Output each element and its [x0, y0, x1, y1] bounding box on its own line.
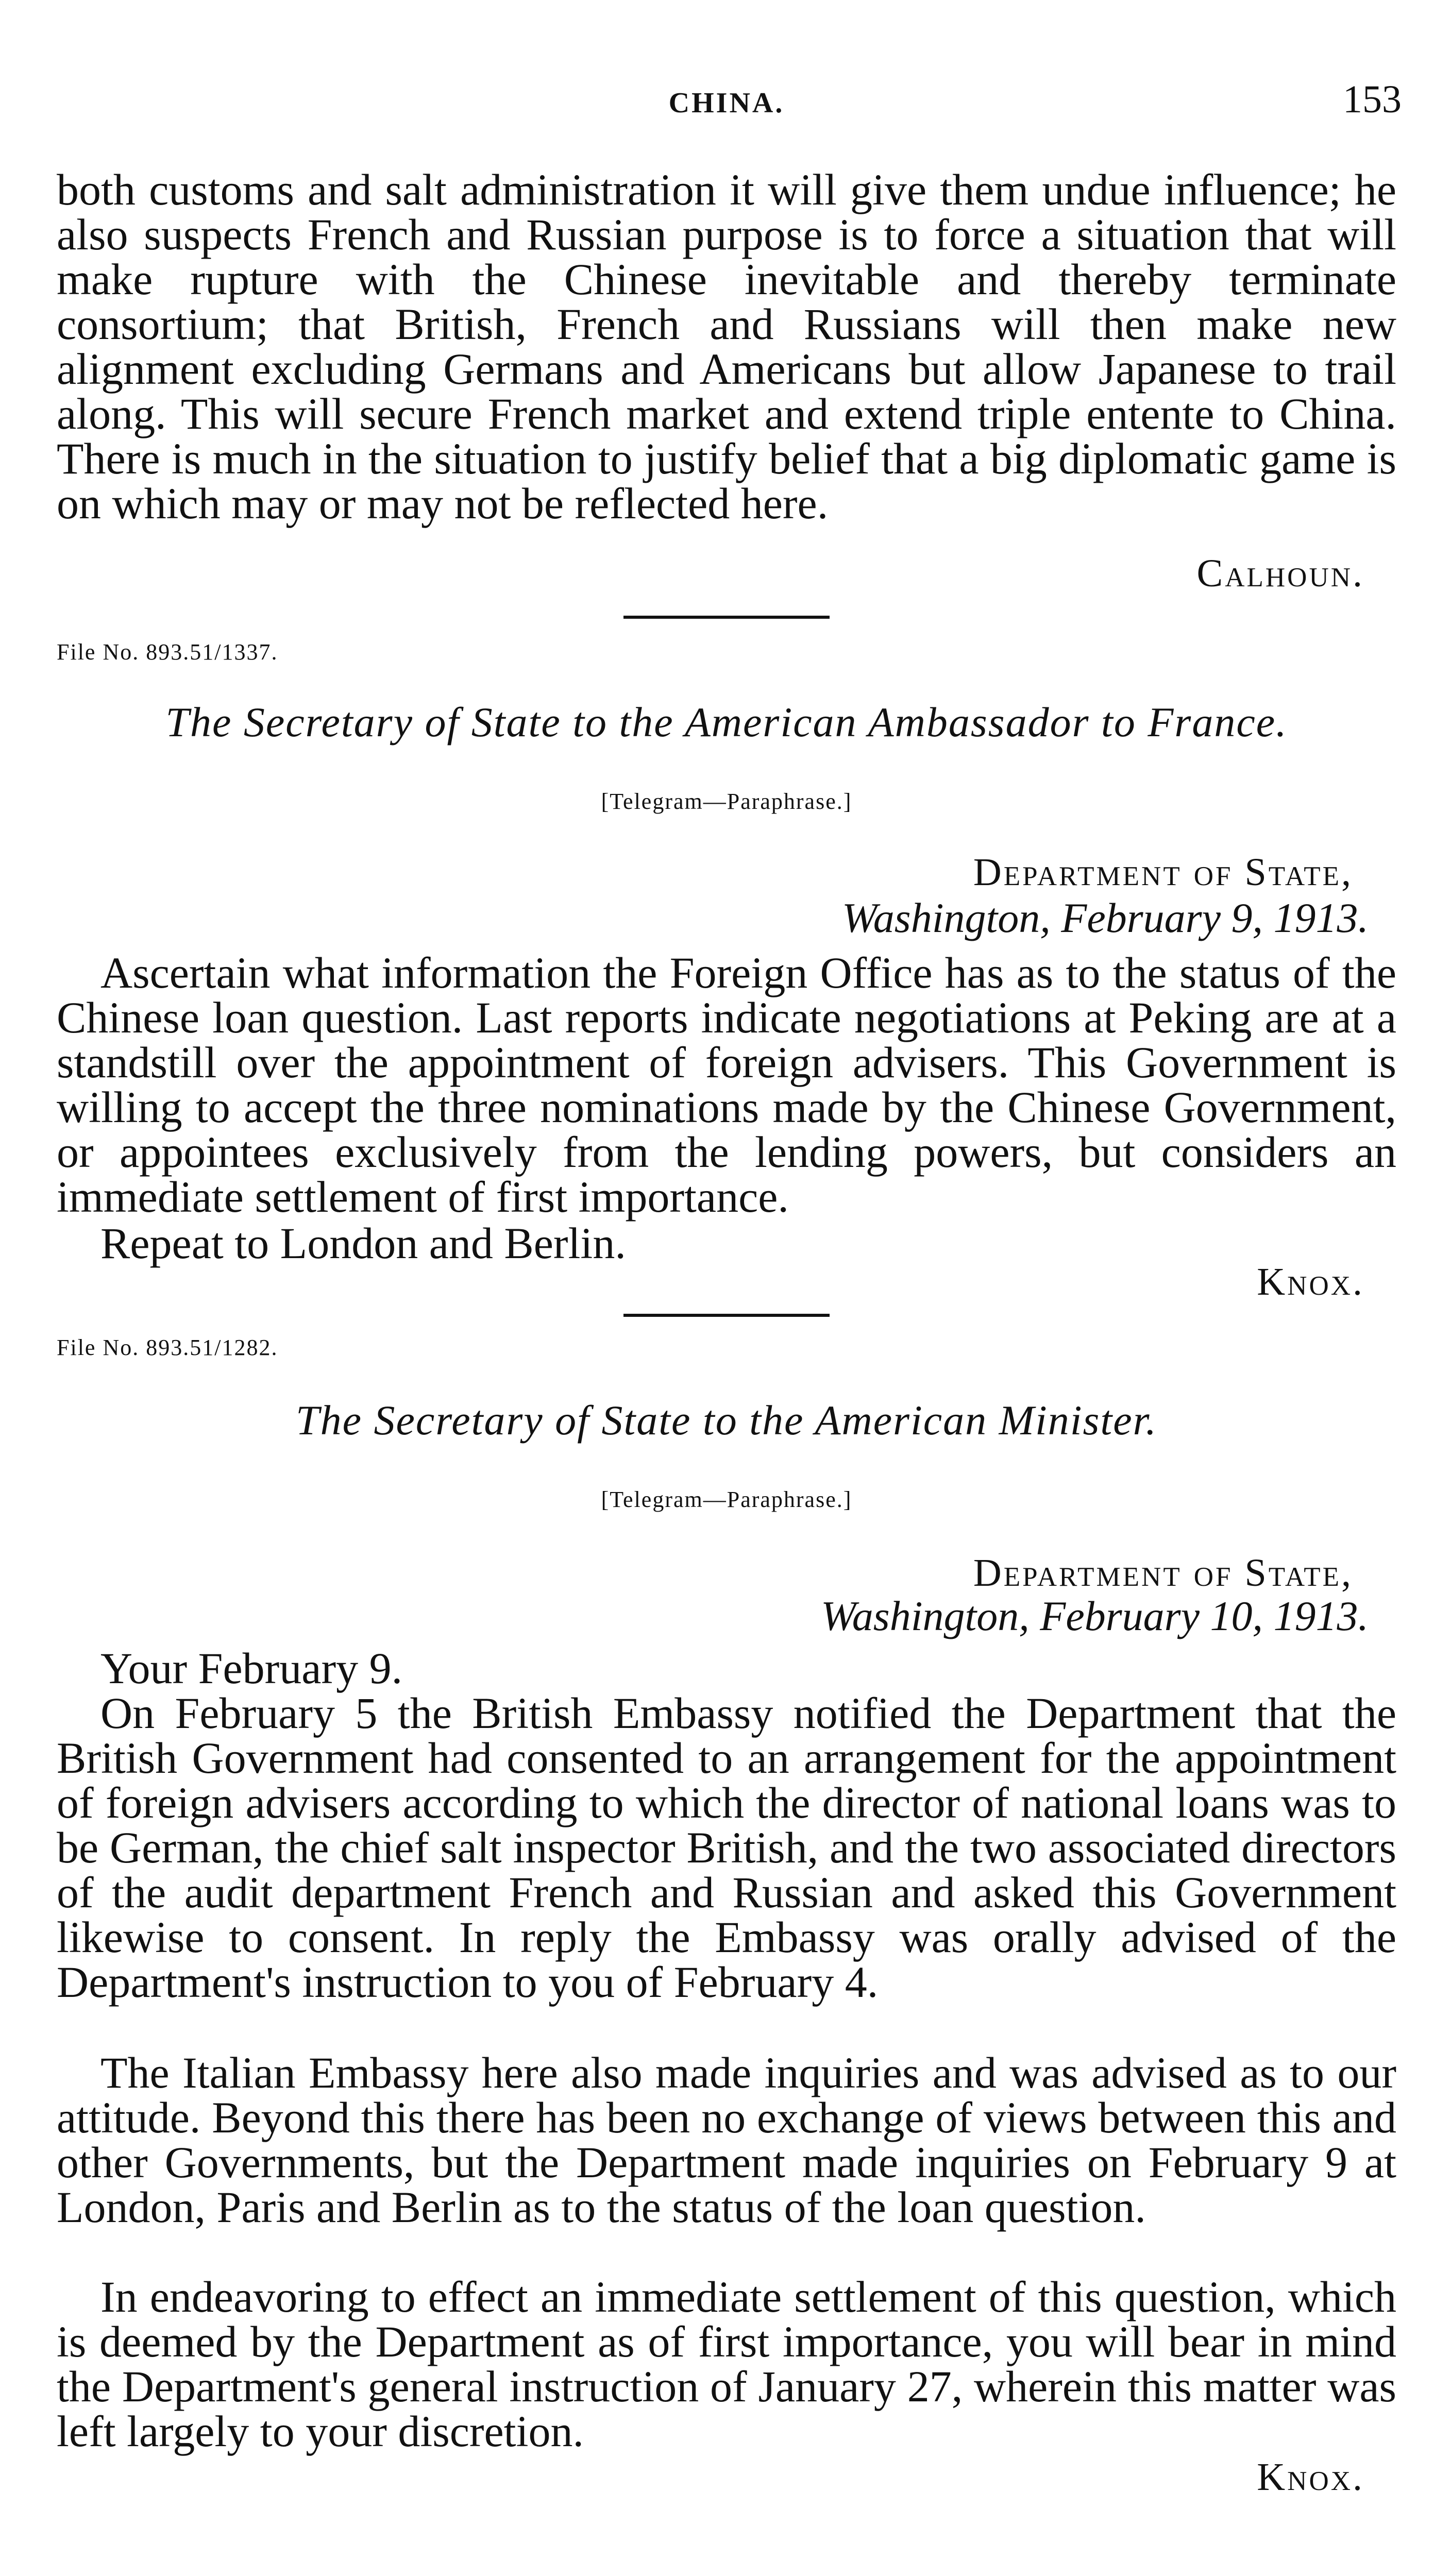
signature-knox: Knox. — [1257, 2455, 1364, 2499]
file-number: File No. 893.51/1282. — [57, 1335, 278, 1360]
department-heading: Department of State, — [973, 1551, 1353, 1595]
file-number: File No. 893.51/1337. — [57, 639, 278, 665]
department-heading: Department of State, — [973, 851, 1353, 894]
place-date: Washington, February 9, 1913. — [842, 894, 1369, 941]
signature-calhoun: Calhoun. — [1196, 552, 1364, 595]
body-paragraph: Ascertain what information the Foreign Office has as to the status of the Chinese loan question. Last reports indicate negotiations at Peking are at a standstill over the appointment of foreign advisers. This Government is willing to accept the three nominations made by the Chinese Government, or appointees exclusively from the lending powers, but considers an immediate settlement of first importance. — [57, 948, 1396, 1222]
page-header — [57, 77, 1402, 129]
place-date: Washington, February 10, 1913. — [821, 1592, 1369, 1639]
running-head: CHINA. — [668, 87, 785, 119]
signature-knox: Knox. — [1257, 1260, 1364, 1303]
telegram-note: [Telegram—Paraphrase.] — [601, 1487, 852, 1512]
section-divider — [623, 616, 830, 619]
body-paragraph: Your February 9. — [100, 1643, 403, 1693]
document-title: The Secretary of State to the American Minister. — [296, 1397, 1157, 1444]
body-paragraph: On February 5 the British Embassy notified the Department that the British Government had consented to an arrangement for the appointment of foreign advisers according to which the director of national loans was to be German, the chief salt inspector British, and the two associated directors of the audit department French and Russian and asked this Government likewise to consent. In reply the Embassy was orally advised of the Department's instruction to you of February 4. — [57, 1688, 1396, 2007]
body-paragraph: In endeavoring to effect an immediate settlement of this question, which is deemed by the Department as of first importance, you will bear in mind the Department's general instruction of January 27, wherein this matter was left largely to your discretion. — [57, 2272, 1396, 2456]
body-paragraph: Repeat to London and Berlin. — [100, 1218, 626, 1268]
section-divider — [623, 1314, 830, 1317]
page-number: 153 — [1343, 78, 1402, 121]
telegram-note: [Telegram—Paraphrase.] — [601, 789, 852, 814]
document-title: The Secretary of State to the American Ambassador to France. — [165, 699, 1288, 745]
body-paragraph: The Italian Embassy here also made inquiries and was advised as to our attitude. Beyond this there has been no exchange of views between this and other Governments, but the Department made inquiries on February 9 at London, Paris and Berlin as to the status of the loan question. — [57, 2048, 1396, 2232]
calhoun-telegram-paragraph: both customs and salt administration it will give them undue influence; he also suspects French and Russian purpose is to force a situation that will make rupture with the Chinese inevitable and thereby terminate consortium; that British, French and Russians will then make new alignment excluding Germans and Americans but allow Japanese to trail along. This will secure French market and extend triple entente to China. There is much in the situation to justify belief that a big diplomatic game is on which may or may not be reflected here. — [57, 165, 1396, 528]
